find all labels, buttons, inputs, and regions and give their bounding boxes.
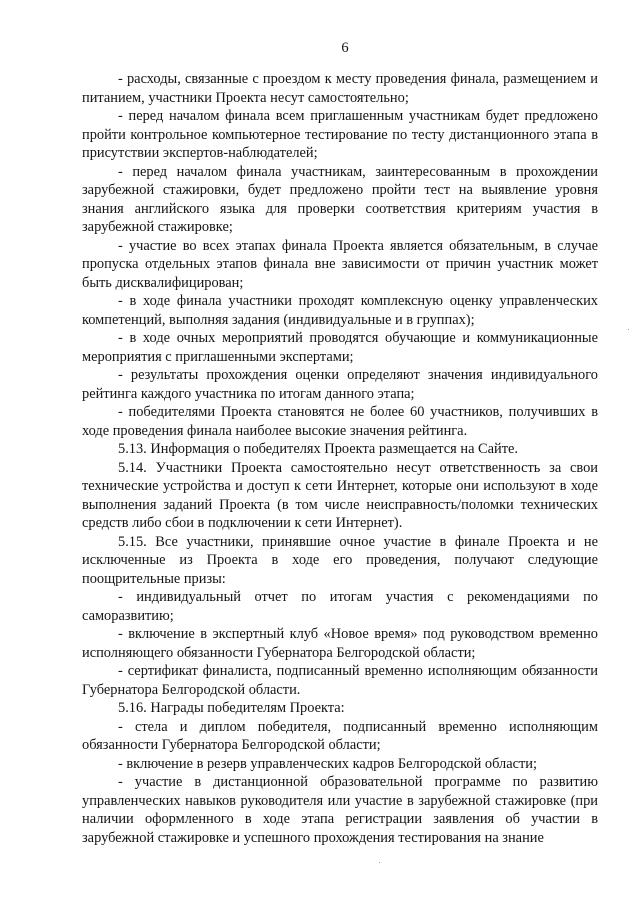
- scan-speck: [379, 862, 380, 863]
- scan-speck: [628, 329, 629, 330]
- document-body: [82, 70, 598, 847]
- list-item: - включение в резерв управленческих кадров Белгородской области;: [118, 755, 537, 772]
- list-item: - участие во всех этапах финала Проекта является обязательным, в случае пропуска отдельных этапов финала вне зависимости от причин участник может быть дисквалифицирован;: [82, 237, 598, 291]
- list-item: - перед началом финала всем приглашенным участникам будет предложено пройти контрольное компьютерное тестирование по тесту дистанционного этапа в присутствии экспертов-наблюдателей;: [82, 108, 598, 161]
- list-item: - результаты прохождения оценки определяют значения индивидуального рейтинга каждого участника по итогам данного этапа;: [82, 367, 598, 402]
- list-item: - в ходе финала участники проходят комплексную оценку управленческих компетенций, выполняя задания (индивидуальные и в группах);: [82, 293, 598, 328]
- section-5-15: 5.15. Все участники, принявшие очное участие в финале Проекта и не исключенные из Проекта в ходе его проведения, получают следующие поощрительные призы:: [82, 533, 598, 587]
- section-5-13: 5.13. Информация о победителях Проекта размещается на Сайте.: [118, 441, 519, 457]
- list-item: - расходы, связанные с проездом к месту проведения финала, размещением и питанием, участники Проекта несут самостоятельно;: [82, 71, 598, 106]
- list-item: - индивидуальный отчет по итогам участия с рекомендациями по саморазвитию;: [82, 589, 598, 624]
- list-item: - сертификат финалиста, подписанный временно исполняющим обязанности Губернатора Белгородской области.: [82, 663, 598, 698]
- section-5-14: 5.14. Участники Проекта самостоятельно несут ответственность за свои технические устройства и доступ к сети Интернет, которые они используют в ходе выполнения заданий Проекта (в том числе неисправность/поломки технических средств либо сбои в подключении к сети Интернет).: [82, 459, 598, 531]
- list-item: - включение в экспертный клуб «Новое время» под руководством временно исполняющего обязанности Губернатора Белгородской области;: [82, 626, 598, 661]
- list-item: - в ходе очных мероприятий проводятся обучающие и коммуникационные мероприятия с приглашенными экспертами;: [82, 330, 598, 365]
- list-item: - перед началом финала участникам, заинтересованным в прохождении зарубежной стажировки, будет предложено пройти тест на выявление уровня знания английского языка для проверки соответствия критериям участия в зарубежной стажировке;: [82, 163, 598, 235]
- list-item: - участие в дистанционной образовательной программе по развитию управленческих навыков руководителя или участие в зарубежной стажировке (при наличии оформленного в ходе этапа регистрации заявления об участии в зарубежной стажировке и успешного прохождения тестирования на знание: [82, 774, 598, 846]
- list-item: - победителями Проекта становятся не более 60 участников, получивших в ходе проведения финала наиболее высокие значения рейтинга.: [82, 404, 598, 439]
- list-item: - стела и диплом победителя, подписанный временно исполняющим обязанности Губернатора Белгородской области;: [82, 718, 598, 753]
- page-number: 6: [341, 40, 349, 56]
- section-5-16: 5.16. Награды победителям Проекта:: [118, 700, 345, 716]
